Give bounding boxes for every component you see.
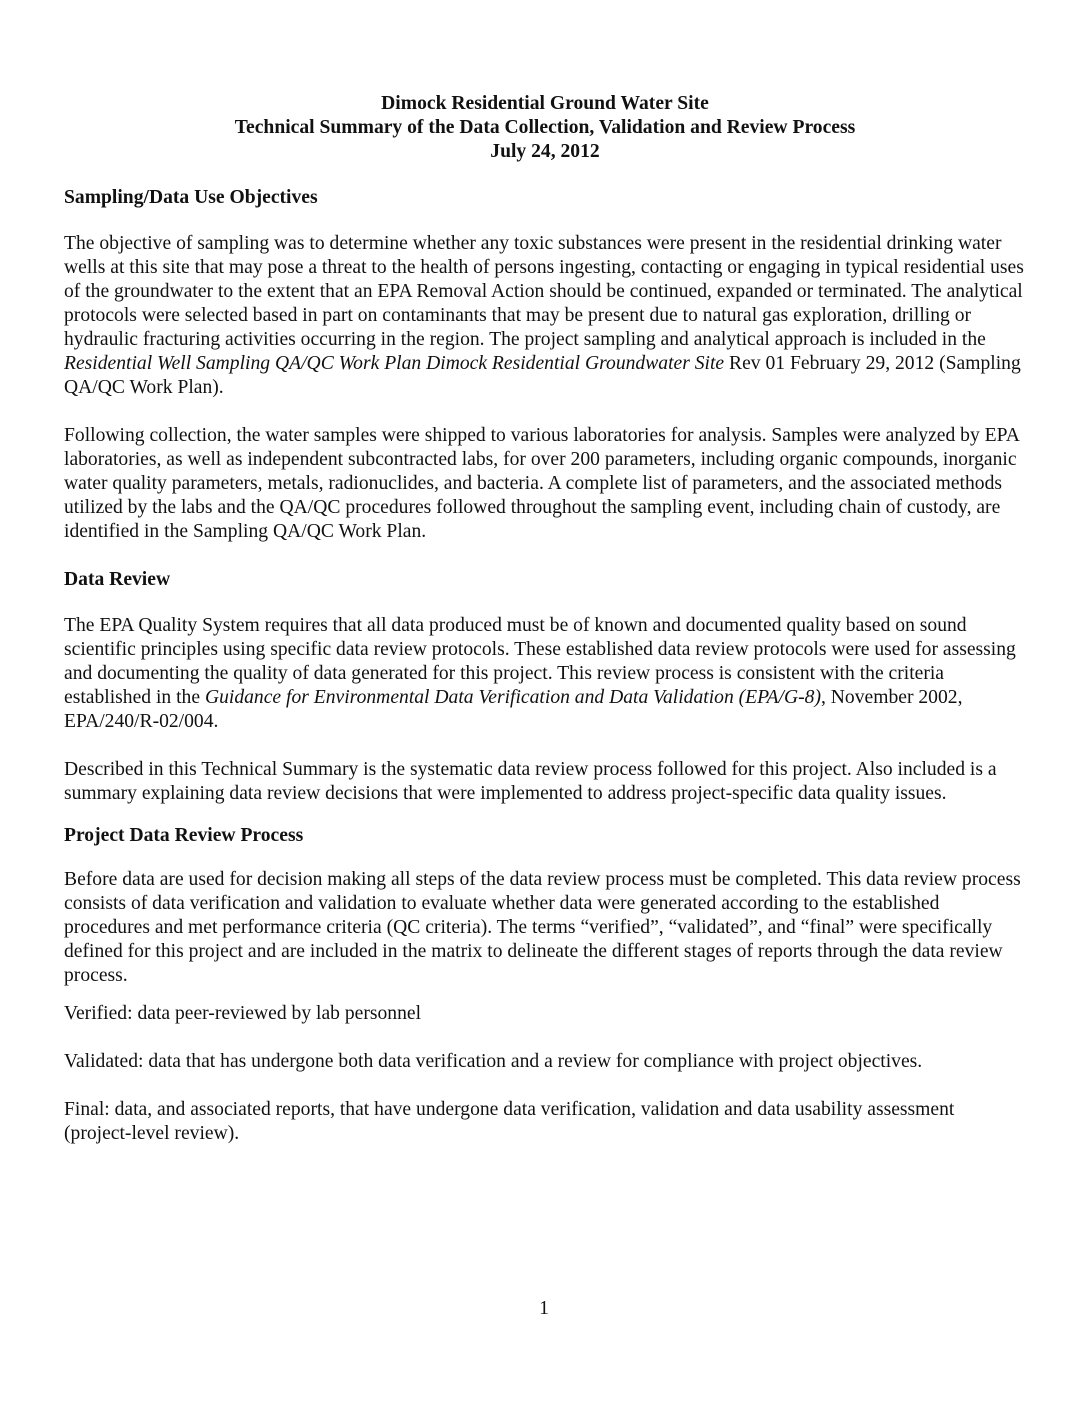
data-review-paragraph-1 xyxy=(64,614,1026,734)
title-summary: Technical Summary of the Data Collection, Validation and Review Process xyxy=(234,117,856,138)
heading-data-review: Data Review xyxy=(64,569,171,590)
title-date: July 24, 2012 xyxy=(490,141,600,162)
objectives-p1-italic: Residential Well Sampling QA/QC Work Plan Dimock Residential Groundwater Site xyxy=(64,353,725,374)
data-review-paragraph-2: Described in this Technical Summary is the systematic data review process followed for this project. Also included is a summary explaining data review decisions that were implemented to address project-specific data quality issues. xyxy=(64,759,997,804)
data-review-p1-italic: Guidance for Environmental Data Verification and Data Validation (EPA/G-8) xyxy=(204,687,821,708)
document-page xyxy=(64,92,1026,1170)
document-title xyxy=(64,92,1026,164)
definition-final: Final: data, and associated reports, that have undergone data verification, validation and data usability assessment (project-level review). xyxy=(64,1099,955,1144)
objectives-p1-text-a: The objective of sampling was to determine whether any toxic substances were present in the residential drinking water wells at this site that may pose a threat to the health of persons ingesting, contacting or engaging in typical residential uses of the groundwater to the extent that an EPA Removal Action should be continued, expanded or terminated. The analytical protocols were selected based in part on contaminants that may be present due to natural gas exploration, drilling or hydraulic fracturing activities occurring in the region. The project sampling and analytical approach is included in the xyxy=(64,233,1024,350)
page-number: 1 xyxy=(539,1298,549,1319)
objectives-p1-text-b: Rev 01 February 29, 2012 (Sampling QA/QC Work Plan). xyxy=(64,353,1021,398)
data-review-p1-text-b: , November 2002, EPA/240/R-02/004. xyxy=(64,687,963,732)
data-review-p1-text-a: The EPA Quality System requires that all data produced must be of known and documented quality based on sound scientific principles using specific data review protocols. These established data review protocols were used for assessing and documenting the quality of data generated for this project. This review process is consistent with the criteria established in the xyxy=(64,615,1016,708)
definition-validated: Validated: data that has undergone both data verification and a review for compliance with project objectives. xyxy=(64,1051,923,1072)
heading-objectives: Sampling/Data Use Objectives xyxy=(64,187,318,208)
process-paragraph-1: Before data are used for decision making all steps of the data review process must be completed. This data review process consists of data verification and validation to evaluate whether data were generated according to the established procedures and met performance criteria (QC criteria). The terms “verified”, “validated”, and “final” were specifically defined for this project and are included in the matrix to delineate the different stages of reports through the data review process. xyxy=(64,869,1021,986)
objectives-paragraph-1 xyxy=(64,232,1026,400)
title-site-name: Dimock Residential Ground Water Site xyxy=(381,93,709,114)
heading-process: Project Data Review Process xyxy=(64,825,304,846)
objectives-paragraph-2: Following collection, the water samples were shipped to various laboratories for analysis. Samples were analyzed by EPA laboratories, as well as independent subcontracted labs, for over 200 parameters, including organic compounds, inorganic water quality parameters, metals, radionuclides, and bacteria. A complete list of parameters, and the associated methods utilized by the labs and the QA/QC procedures followed throughout the sampling event, including chain of custody, are identified in the Sampling QA/QC Work Plan. xyxy=(64,425,1019,542)
definition-verified: Verified: data peer-reviewed by lab personnel xyxy=(64,1003,422,1024)
